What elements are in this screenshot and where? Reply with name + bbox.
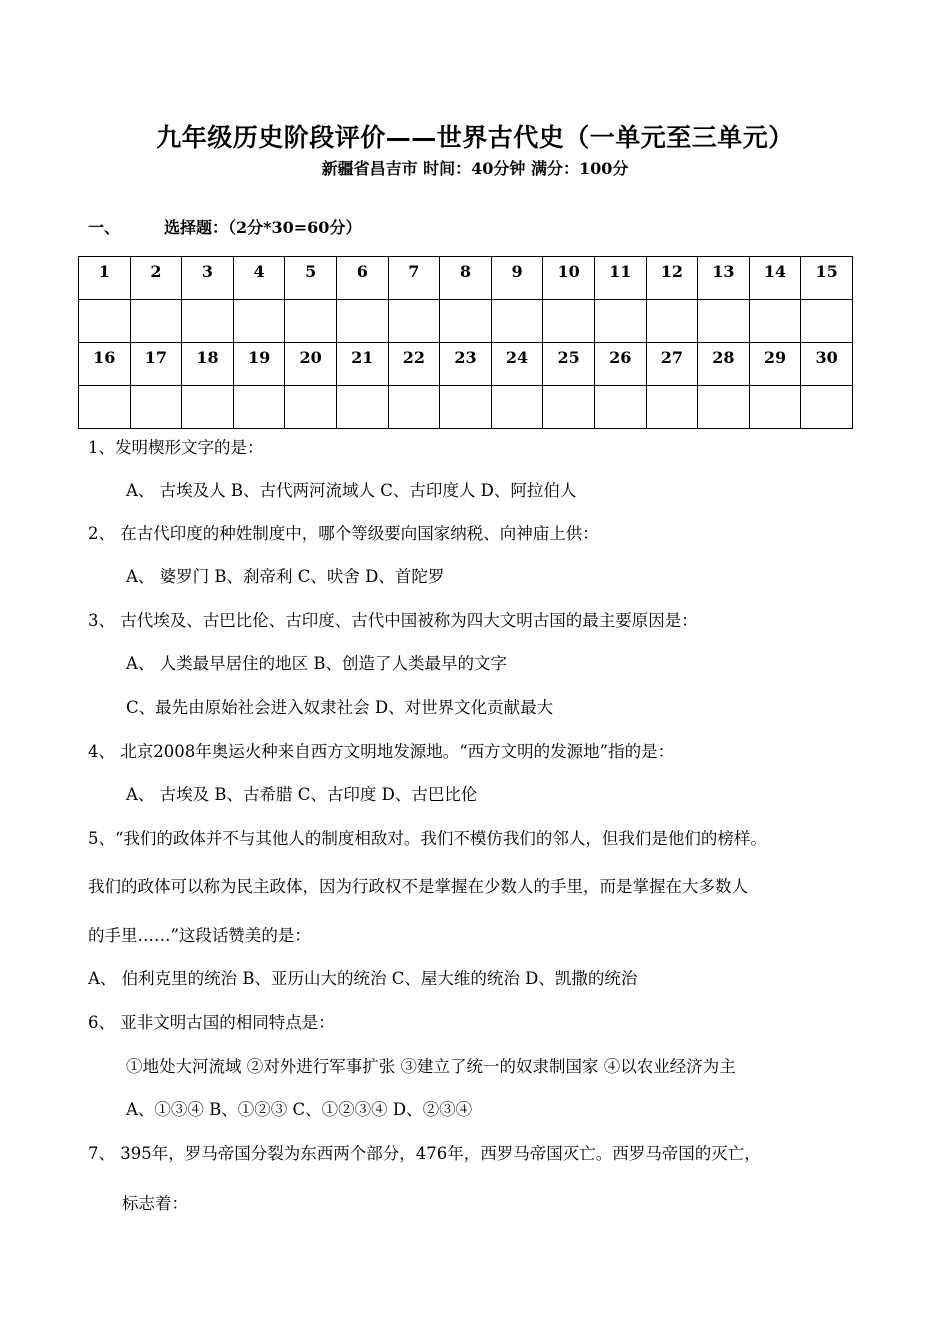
answer-number-cell: 21 — [336, 343, 388, 386]
answer-blank-cell[interactable] — [285, 300, 337, 343]
question-5-stem-line1: 5、“我们的政体并不与其他人的制度相敌对。我们不模仿我们的邻人，但我们是他们的榜样。 — [88, 829, 767, 848]
answer-blank-cell[interactable] — [698, 386, 750, 429]
answer-blank-cell[interactable] — [233, 386, 285, 429]
answer-number-cell: 7 — [388, 257, 440, 300]
answer-blank-cell[interactable] — [543, 386, 595, 429]
answer-number-cell: 25 — [543, 343, 595, 386]
answer-number-cell: 10 — [543, 257, 595, 300]
question-2-options: A、 婆罗门 B、刹帝利 C、吠舍 D、首陀罗 — [126, 567, 445, 586]
question-6-options: A、①③④ B、①②③ C、①②③④ D、②③④ — [126, 1100, 473, 1119]
answer-blank-cell[interactable] — [79, 300, 131, 343]
question-3-stem: 3、 古代埃及、古巴比伦、古印度、古代中国被称为四大文明古国的最主要原因是： — [88, 611, 698, 630]
answer-number-cell: 16 — [79, 343, 131, 386]
answer-blank-row — [79, 386, 853, 429]
answer-blank-cell[interactable] — [182, 386, 234, 429]
exam-subtitle: 新疆省昌吉市 时间：40分钟 满分：100分 — [321, 159, 629, 178]
answer-blank-cell[interactable] — [594, 300, 646, 343]
answer-number-row — [79, 257, 853, 300]
answer-blank-cell[interactable] — [233, 300, 285, 343]
answer-number-cell: 14 — [749, 257, 801, 300]
answer-number-cell: 30 — [801, 343, 853, 386]
answer-number-cell: 6 — [336, 257, 388, 300]
answer-blank-cell[interactable] — [440, 386, 492, 429]
answer-number-cell: 17 — [130, 343, 182, 386]
question-4-stem: 4、 北京2008年奥运火种来自西方文明地发源地。“西方文明的发源地”指的是： — [88, 742, 675, 761]
answer-blank-cell[interactable] — [646, 300, 698, 343]
question-3-options-ab: A、 人类最早居住的地区 B、创造了人类最早的文字 — [126, 654, 508, 673]
section-label: 选择题：（2分*30=60分） — [164, 218, 362, 237]
answer-blank-cell[interactable] — [440, 300, 492, 343]
answer-number-cell: 27 — [646, 343, 698, 386]
answer-blank-cell[interactable] — [130, 300, 182, 343]
answer-blank-cell[interactable] — [491, 386, 543, 429]
answer-blank-cell[interactable] — [388, 300, 440, 343]
answer-blank-cell[interactable] — [388, 386, 440, 429]
question-5-options: A、 伯利克里的统治 B、亚历山大的统治 C、屋大维的统治 D、凯撒的统治 — [88, 969, 638, 988]
answer-blank-row — [79, 300, 853, 343]
question-4-options: A、 古埃及 B、古希腊 C、古印度 D、古巴比伦 — [126, 785, 478, 804]
question-3-options-cd: C、最先由原始社会进入奴隶社会 D、对世界文化贡献最大 — [126, 698, 554, 717]
answer-blank-cell[interactable] — [336, 386, 388, 429]
answer-number-cell: 20 — [285, 343, 337, 386]
answer-number-cell: 8 — [440, 257, 492, 300]
exam-title: 九年级历史阶段评价——世界古代史（一单元至三单元） — [156, 123, 794, 152]
answer-number-cell: 15 — [801, 257, 853, 300]
answer-number-cell: 18 — [182, 343, 234, 386]
answer-number-cell: 4 — [233, 257, 285, 300]
answer-number-cell: 26 — [594, 343, 646, 386]
answer-blank-cell[interactable] — [801, 386, 853, 429]
question-5-stem-line2: 我们的政体可以称为民主政体，因为行政权不是掌握在少数人的手里，而是掌握在大多数人 — [88, 877, 748, 896]
answer-number-cell: 24 — [491, 343, 543, 386]
answer-blank-cell[interactable] — [749, 386, 801, 429]
question-6-statements: ①地处大河流域 ②对外进行军事扩张 ③建立了统一的奴隶制国家 ④以农业经济为主 — [126, 1057, 736, 1076]
answer-number-cell: 12 — [646, 257, 698, 300]
answer-blank-cell[interactable] — [594, 386, 646, 429]
question-6-stem: 6、 亚非文明古国的相同特点是： — [88, 1013, 335, 1032]
answer-number-cell: 1 — [79, 257, 131, 300]
question-5-stem-line3: 的手里……”这段话赞美的是： — [88, 926, 311, 945]
answer-blank-cell[interactable] — [801, 300, 853, 343]
answer-blank-cell[interactable] — [543, 300, 595, 343]
answer-table — [78, 256, 853, 429]
answer-number-cell: 23 — [440, 343, 492, 386]
answer-number-cell: 29 — [749, 343, 801, 386]
question-2-stem: 2、 在古代印度的种姓制度中，哪个等级要向国家纳税、向神庙上供： — [88, 524, 599, 543]
answer-number-cell: 9 — [491, 257, 543, 300]
question-1-stem: 1、发明楔形文字的是： — [88, 438, 264, 457]
answer-number-cell: 11 — [594, 257, 646, 300]
answer-number-cell: 3 — [182, 257, 234, 300]
answer-blank-cell[interactable] — [285, 386, 337, 429]
answer-number-cell: 13 — [698, 257, 750, 300]
section-heading — [88, 215, 361, 238]
answer-blank-cell[interactable] — [698, 300, 750, 343]
answer-blank-cell[interactable] — [749, 300, 801, 343]
question-7-stem-line2: 标志着： — [122, 1194, 188, 1213]
answer-blank-cell[interactable] — [182, 300, 234, 343]
answer-number-cell: 19 — [233, 343, 285, 386]
answer-number-cell: 5 — [285, 257, 337, 300]
section-number: 一、 — [88, 218, 121, 237]
answer-blank-cell[interactable] — [79, 386, 131, 429]
answer-blank-cell[interactable] — [646, 386, 698, 429]
question-7-stem-line1: 7、 395年，罗马帝国分裂为东西两个部分，476年，西罗马帝国灭亡。西罗马帝国的灭亡， — [88, 1144, 761, 1163]
answer-blank-cell[interactable] — [130, 386, 182, 429]
answer-number-cell: 28 — [698, 343, 750, 386]
answer-blank-cell[interactable] — [491, 300, 543, 343]
answer-number-cell: 2 — [130, 257, 182, 300]
answer-blank-cell[interactable] — [336, 300, 388, 343]
question-1-options: A、 古埃及人 B、古代两河流域人 C、古印度人 D、阿拉伯人 — [126, 481, 577, 500]
answer-number-row — [79, 343, 853, 386]
answer-number-cell: 22 — [388, 343, 440, 386]
